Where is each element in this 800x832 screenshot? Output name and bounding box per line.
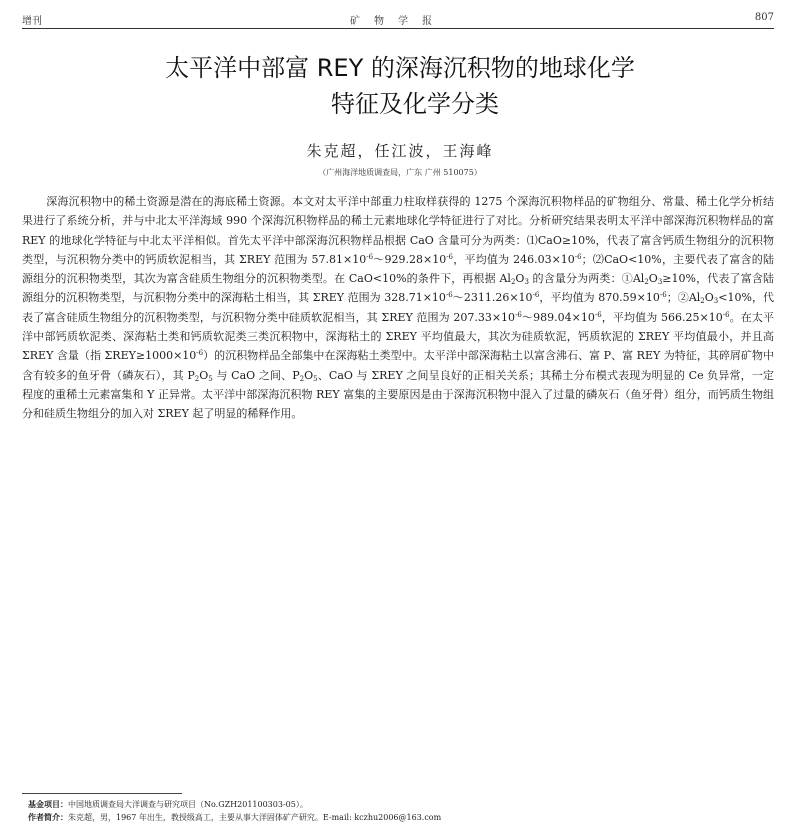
abstract-text: O: [648, 272, 658, 286]
exponent: -6: [515, 310, 522, 319]
exponent: -6: [196, 349, 204, 358]
abstract-text: ～929.28×10: [373, 252, 447, 266]
author-list: 朱克超，任江波，王海峰: [306, 142, 494, 160]
abstract-text: ，平均值为 870.59×10: [539, 291, 660, 305]
subscript: 3: [524, 278, 529, 287]
abstract-text: ≥10%，代表了富含陆源组分的沉积物类型，与沉积物分类中的深海粘土相当，其 ΣREY 范围为 328.71×10: [22, 272, 774, 305]
footnotes: [28, 798, 768, 824]
abstract-text: 与 CaO 之间、P: [212, 368, 300, 382]
funding-text: 中国地质调查局大洋调查与研究项目（No.GZH201100303-05）。: [68, 800, 308, 809]
exponent: -6: [446, 252, 454, 261]
subscript: 5: [313, 374, 318, 383]
author-bio-text: 朱克超，男，1967 年出生，教授级高工，主要从事大洋固体矿产研究。E-mail: kczhu2006@163.com: [68, 813, 442, 822]
exponent: -6: [722, 310, 730, 319]
exponent: -6: [445, 291, 453, 300]
subscript: 2: [299, 374, 305, 383]
abstract-text: ，平均值为 566.25×10: [601, 310, 723, 324]
subscript: 2: [644, 278, 649, 287]
abstract-text: 的含量分为两类：①Al: [528, 272, 645, 286]
exponent: -6: [659, 291, 667, 300]
abstract-text: ～989.04×10: [521, 310, 595, 324]
funding-footnote: [28, 798, 768, 811]
abstract-text: ；②Al: [666, 291, 701, 305]
exponent: -6: [366, 252, 374, 261]
subscript: 3: [713, 297, 719, 306]
subscript: 5: [208, 374, 213, 383]
subscript: 2: [194, 374, 200, 383]
abstract-text: O: [199, 368, 209, 382]
abstract-text: O: [515, 272, 525, 286]
abstract-text: ，平均值为 246.03×10: [453, 252, 575, 266]
author-bio-label: 作者简介：: [28, 812, 68, 822]
running-header: [22, 10, 774, 29]
affiliation: （广州海洋地质调查局，广东 广州 510075）: [318, 168, 482, 177]
page-number: 807: [754, 12, 774, 23]
abstract-text: ；⑵CaO<10%，主要代表了富含的陆源组分的沉积物类型，其次为富含硅质生物组分的沉积物类型。在 CaO<10%的条件下，再根据 Al: [22, 252, 774, 286]
exponent: -6: [574, 252, 582, 261]
title-line-2: 特征及化学分类: [331, 90, 499, 118]
subscript: 2: [510, 278, 516, 287]
abstract-text: 、CaO 与 ΣREY 之间呈良好的正相关关系；其稀土分布模式表现为明显的 Ce 负异常，一定程度的重稀土元素富集和 Y 正异常。太平洋中部深海沉积物 REY 富集的主要原因是由于深海沉积物中混入了过量的磷灰石（鱼牙骨）组分，而钙质生物组分和硅质生物组分的加入对 ΣREY 起了明显的稀释作用。: [22, 368, 774, 421]
abstract-text: ～2311.26×10: [452, 291, 533, 305]
title-line-1: 太平洋中部富 REY 的深海沉积物的地球化学: [165, 54, 635, 82]
footnote-divider: [22, 793, 182, 794]
abstract-text: O: [704, 291, 714, 305]
abstract-text: <10%，代表了富含硅质生物组分的沉积物类型，与沉积物分类中硅质软泥相当，其 ΣREY 范围为 207.33×10: [22, 291, 775, 324]
subscript: 3: [657, 278, 663, 287]
exponent: -6: [532, 291, 540, 300]
header-journal-name: 矿物学报: [350, 16, 446, 27]
author-bio-footnote: [28, 811, 768, 824]
abstract-text: ）的沉积物样品全部集中在深海粘土类型中。太平洋中部深海粘土以富含沸石、富 P、富 REY 为特征，其碎屑矿物中含有较多的鱼牙骨（磷灰石），其 P: [22, 349, 775, 382]
header-issue: 增刊: [22, 16, 42, 27]
paper-title: [0, 50, 800, 122]
abstract-text: 深海沉积物中的稀土资源是潜在的海底稀土资源。本文对太平洋中部重力柱取样获得的 1275 个深海沉积物样品的矿物组分、常量、稀土化学分析结果进行了系统分析，并与中北太平洋海域 990 个深海沉积物样品的稀土元素地球化学特征进行了对比。分析研究结果表明太平洋中部深海沉积物样品的富 REY 的地球化学特征与中北太平洋相似。首先太平洋中部深海沉积物样品根据 CaO 含量可分为两类：⑴CaO≥10%，代表了富含钙质生物组分的沉积物类型，与沉积物分类中的钙质软泥相当，其 ΣREY 范围为 57.81×10: [22, 195, 774, 266]
abstract-text: 。在太平洋中部钙质软泥类、深海粘土类和钙质软泥类三类沉积物中，深海粘土的 ΣREY 平均值最大，其次为硅质软泥，钙质软泥的 ΣREY 平均值最小，并且高 ΣREY 含量（指 ΣREY≥1000×10: [22, 310, 775, 363]
abstract-paragraph: [22, 192, 774, 424]
abstract-text: O: [304, 368, 314, 382]
exponent: -6: [594, 310, 602, 319]
subscript: 2: [700, 297, 705, 306]
funding-label: 基金项目：: [28, 799, 68, 809]
